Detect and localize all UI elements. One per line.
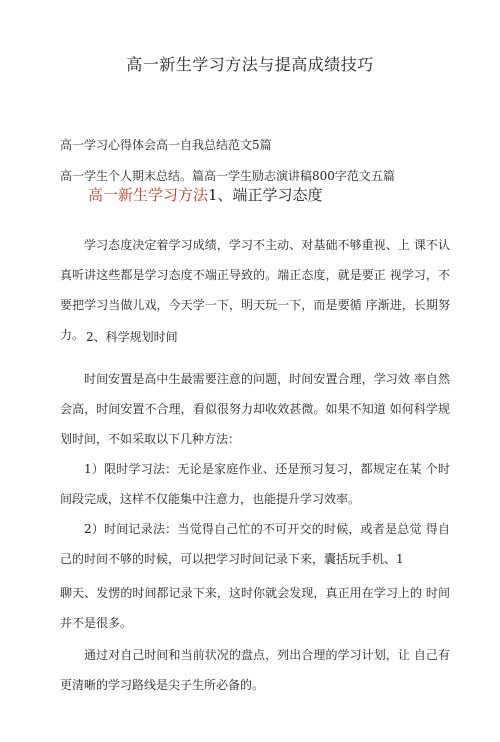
paragraph-method-timed-study: 1）限时学习法：无论是家庭作业、还是预习复习，都规定在某 个时间段完成，这样不仅能集中注意力，也能提升学习效率。: [60, 462, 450, 506]
section-heading-subtitle: 1、端正学习态度: [208, 186, 323, 204]
paragraph-summary: 通过对自己时间和当前状况的盘点，列出合理的学习计划，让 自己有更清晰的学习路线是尖子生所必备的。: [60, 648, 450, 692]
paragraph-attitude: 学习态度决定着学习成绩，学习不主动、对基础不够重视、上 课不认真听讲这些都是学习态度不端正导致的。端正态度，就是要正 视学习，不要把学习当做儿戏，今天学一下，明天玩一下，而是要循 序渐进，长期努力。: [60, 238, 450, 342]
related-article-line-1: 高一学习心得体会高一自我总结范文5篇: [60, 138, 272, 152]
paragraph-method-time-record-continued: 聊天、发愣的时间都记录下来，这时你就会发现，真正用在学习上的 时间并不是很多。: [60, 586, 450, 630]
paragraph-method-time-record: 2）时间记录法：当觉得自己忙的不可开交的时候，或者是总觉 得自己的时间不够的时候，可以把学习时间记录下来，囊括玩手机、1: [60, 522, 450, 566]
page-title: 高一新生学习方法与提高成绩技巧: [126, 55, 374, 74]
section-heading-highlight: 高一新生学习方法: [88, 186, 209, 204]
subheading-time-planning: 2、科学规划时间: [86, 330, 178, 344]
section-heading: [88, 184, 323, 205]
related-article-line-2: 高一学生个人期末总结。篇高一学生励志演讲稿800字范文五篇: [60, 169, 395, 183]
paragraph-time-arrangement: 时间安置是高中生最需要注意的问题，时间安置合理，学习效 率自然会高，时间安置不合理，看似很努力却收效甚微。如果不知道 如何科学规划时间，不如采取以下几种方法：: [60, 372, 450, 446]
